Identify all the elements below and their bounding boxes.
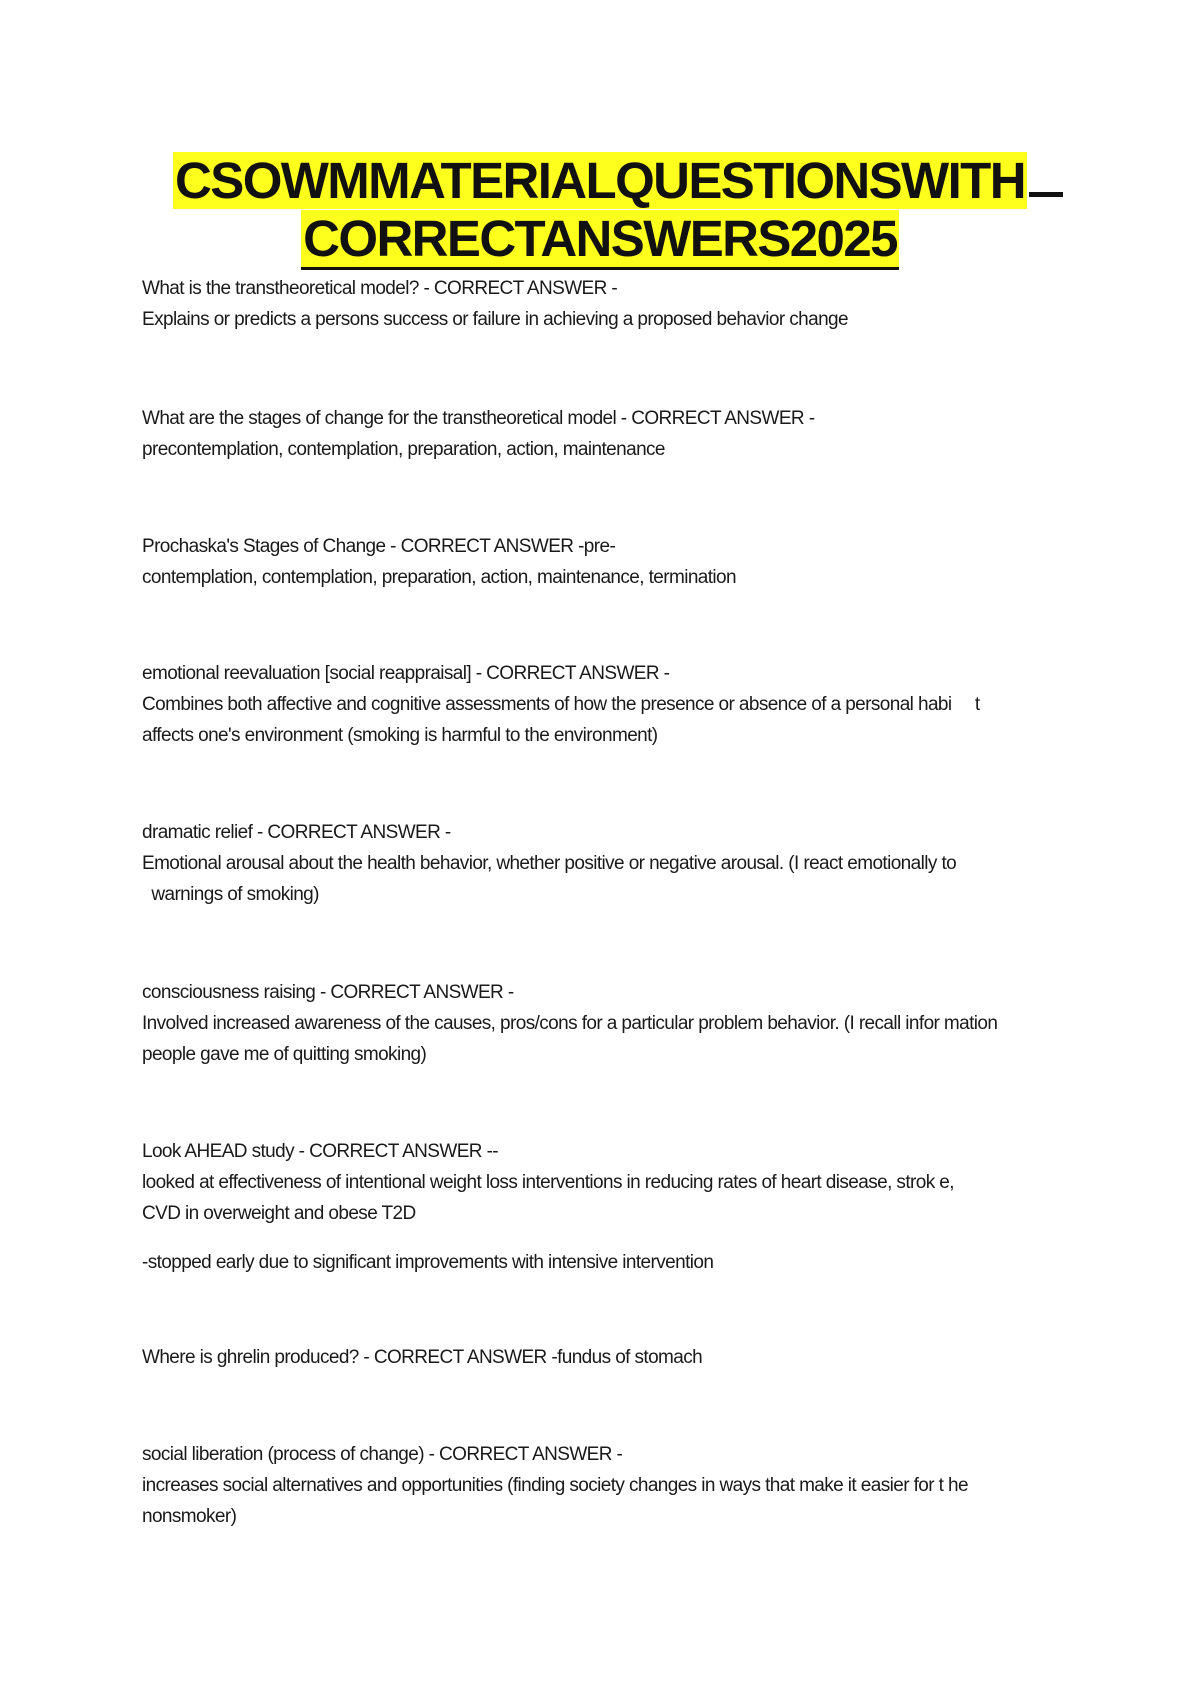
qa-question: consciousness raising - CORRECT ANSWER - [142,982,514,1003]
qa-item [142,1342,1102,1373]
qa-item [142,403,1102,465]
qa-answer-note: -stopped early due to significant improvements with intensive intervention [142,1252,714,1273]
qa-question: Prochaska's Stages of Change - CORRECT ANSWER -pre- [142,536,616,557]
qa-answer: people gave me of quitting smoking) [142,1044,427,1065]
qa-question: dramatic relief - CORRECT ANSWER - [142,822,451,843]
qa-list [142,273,1102,335]
qa-question: What are the stages of change for the transtheoretical model - CORRECT ANSWER - [142,408,815,429]
qa-answer: nonsmoker) [142,1506,237,1527]
title-line-1-text: CSOWMMATERIALQUESTIONSWITH [175,152,1025,209]
title-underscore [1029,152,1063,197]
qa-question: Where is ghrelin produced? - CORRECT ANSWER -fundus of stomach [142,1347,703,1368]
qa-answer: precontemplation, contemplation, preparation, action, maintenance [142,439,665,460]
title-line-2-text: CORRECTANSWERS2025 [301,210,899,270]
qa-question: social liberation (process of change) - CORRECT ANSWER - [142,1444,623,1465]
qa-answer: looked at effectiveness of intentional weight loss interventions in reducing rates of heart disease, strok e, [142,1172,954,1193]
qa-answer: CVD in overweight and obese T2D [142,1203,416,1224]
qa-answer: Explains or predicts a persons success or failure in achieving a proposed behavior change [142,309,848,330]
qa-answer: increases social alternatives and opportunities (finding society changes in ways that make it easier for t he [142,1475,968,1496]
qa-item [142,1136,1102,1278]
qa-item [142,977,1102,1070]
qa-question: What is the transtheoretical model? - CORRECT ANSWER - [142,278,618,299]
qa-answer: warnings of smoking) [142,884,319,905]
qa-answer: contemplation, contemplation, preparation, action, maintenance, termination [142,567,736,588]
qa-answer: Emotional arousal about the health behavior, whether positive or negative arousal. (I react emotionally to [142,853,957,874]
qa-item [142,658,1102,751]
qa-answer: Combines both affective and cognitive assessments of how the presence or absence of a personal habi t [142,694,980,715]
qa-item [142,531,1102,593]
qa-answer: affects one's environment (smoking is harmful to the environment) [142,725,658,746]
qa-item [142,1439,1102,1532]
qa-item [142,273,1102,335]
title-line-2 [301,210,899,268]
title-line-1 [173,152,1063,210]
qa-answer: Involved increased awareness of the causes, pros/cons for a particular problem behavior. (I recall infor mation [142,1013,998,1034]
qa-question: emotional reevaluation [social reappraisal] - CORRECT ANSWER - [142,663,670,684]
document-title [0,152,1200,268]
qa-item [142,817,1102,910]
qa-question: Look AHEAD study - CORRECT ANSWER -- [142,1141,499,1162]
